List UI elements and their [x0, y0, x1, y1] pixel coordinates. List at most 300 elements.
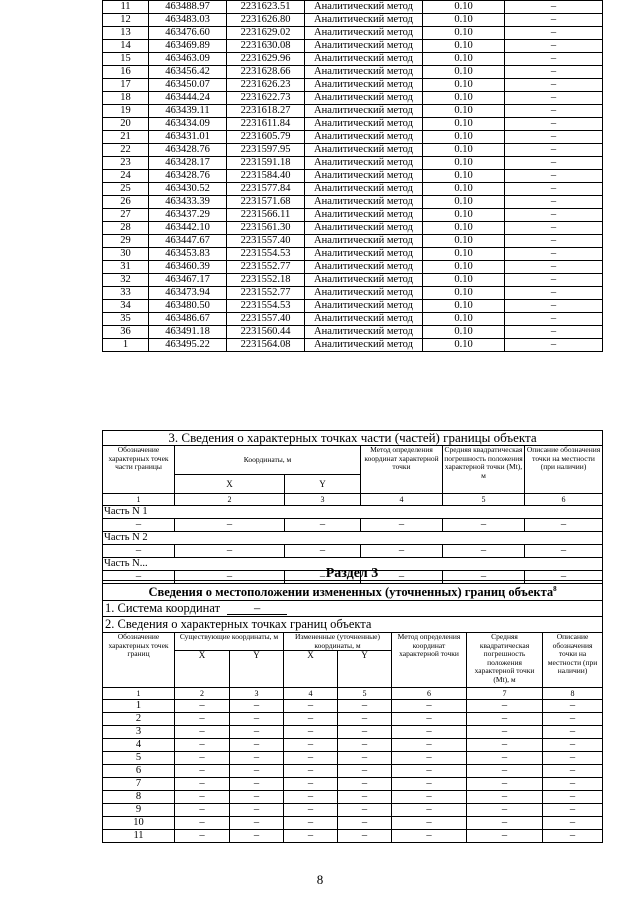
table-cell: – [361, 545, 443, 558]
table-cell: 2231611.84 [227, 118, 305, 131]
table-cell: – [543, 700, 603, 713]
table-row [103, 1, 603, 14]
table-cell: – [505, 118, 603, 131]
table-cell: 2231566.11 [227, 209, 305, 222]
table-cell: 463491.18 [149, 326, 227, 339]
table-row [103, 40, 603, 53]
table-row [103, 92, 603, 105]
table-cell: 2231552.77 [227, 287, 305, 300]
table-cell: – [505, 326, 603, 339]
table-row [103, 778, 603, 791]
table-cell: 23 [103, 157, 149, 170]
table-cell: 463460.39 [149, 261, 227, 274]
part-header-method: Метод определения координат характерной точки [361, 446, 443, 494]
table-row [103, 817, 603, 830]
table-cell: 0.10 [423, 1, 505, 14]
table-cell: – [543, 765, 603, 778]
table-row [103, 752, 603, 765]
table-cell: 0.10 [423, 79, 505, 92]
table-cell: 2231554.53 [227, 300, 305, 313]
table-cell: – [505, 300, 603, 313]
table-cell: – [338, 791, 392, 804]
table-cell: – [175, 571, 285, 584]
table-cell: 463434.09 [149, 118, 227, 131]
table-cell: 2231561.30 [227, 222, 305, 235]
table-row [103, 313, 603, 326]
table-cell: – [338, 739, 392, 752]
table-cell: – [505, 209, 603, 222]
part-header-x: X [175, 475, 285, 494]
table-cell: Аналитический метод [305, 144, 423, 157]
table-cell: – [467, 713, 543, 726]
table-cell: 11 [103, 830, 175, 843]
table-cell: Аналитический метод [305, 40, 423, 53]
table-cell: – [338, 726, 392, 739]
table-cell: 2231628.66 [227, 66, 305, 79]
table-cell: 463495.22 [149, 339, 227, 352]
table-cell: – [284, 817, 338, 830]
table-cell: 463486.67 [149, 313, 227, 326]
table-cell: 19 [103, 105, 149, 118]
table-cell: 2231591.18 [227, 157, 305, 170]
table-cell: Аналитический метод [305, 287, 423, 300]
table-cell: Аналитический метод [305, 300, 423, 313]
table-cell: 29 [103, 235, 149, 248]
table-cell: Аналитический метод [305, 66, 423, 79]
table-cell: – [103, 545, 175, 558]
section-3-table [102, 580, 603, 843]
table-cell: 0.10 [423, 287, 505, 300]
table-cell: – [543, 713, 603, 726]
table-cell: Аналитический метод [305, 313, 423, 326]
table-cell: 2231571.68 [227, 196, 305, 209]
s3-header-designation: Обозначение характерных точек границ [103, 633, 175, 688]
part-col-number: 5 [443, 494, 525, 506]
table-cell: – [338, 830, 392, 843]
table-cell: – [505, 27, 603, 40]
table-cell: 28 [103, 222, 149, 235]
table-cell: – [103, 571, 175, 584]
table-cell: – [338, 765, 392, 778]
table-cell: – [338, 713, 392, 726]
table-cell: 463442.10 [149, 222, 227, 235]
part-col-number: 4 [361, 494, 443, 506]
table-cell: 2231597.95 [227, 144, 305, 157]
coord-system-value: – [227, 603, 287, 615]
table-cell: 463488.97 [149, 1, 227, 14]
table-cell: 0.10 [423, 274, 505, 287]
table-cell: – [230, 726, 284, 739]
table-cell: 17 [103, 79, 149, 92]
table-cell: 0.10 [423, 261, 505, 274]
table-cell: – [467, 700, 543, 713]
section-3-title [103, 581, 603, 601]
table-cell: Аналитический метод [305, 118, 423, 131]
table-cell: – [543, 752, 603, 765]
table-cell: 2231554.53 [227, 248, 305, 261]
table-cell: – [543, 739, 603, 752]
table-cell: 0.10 [423, 222, 505, 235]
table-row [103, 261, 603, 274]
table-cell: – [505, 339, 603, 352]
table-cell: – [338, 778, 392, 791]
table-row [103, 53, 603, 66]
part-label: Часть N 1 [103, 506, 603, 519]
table-cell: Аналитический метод [305, 157, 423, 170]
table-cell: – [467, 791, 543, 804]
table-cell: – [284, 713, 338, 726]
table-cell: – [505, 79, 603, 92]
s3-header-existing: Существующие координаты, м [175, 633, 284, 651]
table-cell: 463428.76 [149, 170, 227, 183]
table-cell: 0.10 [423, 313, 505, 326]
table-cell: 4 [103, 739, 175, 752]
table-cell: 2231626.80 [227, 14, 305, 27]
table-cell: – [284, 700, 338, 713]
table-cell: 21 [103, 131, 149, 144]
section-3-heading: Раздел 3 [325, 566, 379, 581]
table-cell: Аналитический метод [305, 170, 423, 183]
table-cell: 9 [103, 804, 175, 817]
table-row [103, 300, 603, 313]
table-row [103, 222, 603, 235]
table-cell: 463433.39 [149, 196, 227, 209]
table-cell: – [284, 726, 338, 739]
table-row [103, 157, 603, 170]
table-cell: – [175, 817, 230, 830]
table-cell: – [284, 752, 338, 765]
s3-header-existing-x: X [175, 651, 230, 688]
part-value-row [103, 545, 603, 558]
table-cell: 463428.17 [149, 157, 227, 170]
table-cell: 0.10 [423, 131, 505, 144]
table-cell: – [285, 571, 361, 584]
coordinates-table-body [103, 1, 603, 352]
table-cell: – [284, 739, 338, 752]
table-cell: 463431.01 [149, 131, 227, 144]
table-cell: – [392, 700, 467, 713]
table-cell: 26 [103, 196, 149, 209]
table-cell: – [230, 791, 284, 804]
table-cell: 2231623.51 [227, 1, 305, 14]
table-cell: Аналитический метод [305, 209, 423, 222]
table-cell: 0.10 [423, 235, 505, 248]
table-cell: Аналитический метод [305, 53, 423, 66]
part-col-number: 6 [525, 494, 603, 506]
table-cell: 2231626.23 [227, 79, 305, 92]
table-cell: – [443, 571, 525, 584]
table-cell: – [392, 713, 467, 726]
table-cell: Аналитический метод [305, 131, 423, 144]
table-cell: 0.10 [423, 157, 505, 170]
table-cell: 0.10 [423, 27, 505, 40]
table-cell: – [284, 765, 338, 778]
table-cell: – [284, 778, 338, 791]
table-cell: 2231577.84 [227, 183, 305, 196]
section-3-title-text: Сведения о местоположении измененных (уточненных) границ объекта [148, 585, 554, 600]
table-cell: 463456.42 [149, 66, 227, 79]
part-label: Часть N 2 [103, 532, 603, 545]
table-cell: 5 [103, 752, 175, 765]
part-boundary-table [102, 430, 603, 584]
table-cell: 0.10 [423, 209, 505, 222]
s3-col-number: 4 [284, 688, 338, 700]
table-cell: 0.10 [423, 53, 505, 66]
table-cell: Аналитический метод [305, 1, 423, 14]
part-label-row [103, 506, 603, 519]
table-row [103, 66, 603, 79]
table-row [103, 170, 603, 183]
table-cell: 0.10 [423, 144, 505, 157]
table-cell: 463437.29 [149, 209, 227, 222]
table-cell: – [392, 804, 467, 817]
table-cell: – [284, 804, 338, 817]
table-row [103, 118, 603, 131]
footnote-marker: 8 [553, 585, 557, 593]
table-row [103, 713, 603, 726]
table-cell: 0.10 [423, 300, 505, 313]
part-col-number: 2 [175, 494, 285, 506]
table-cell: 0.10 [423, 118, 505, 131]
table-cell: 22 [103, 144, 149, 157]
table-cell: – [467, 726, 543, 739]
table-cell: – [467, 830, 543, 843]
table-row [103, 274, 603, 287]
table-cell: 12 [103, 14, 149, 27]
table-cell: – [230, 778, 284, 791]
table-cell: – [175, 765, 230, 778]
table-row [103, 791, 603, 804]
coord-system-row [103, 601, 603, 617]
table-row [103, 144, 603, 157]
table-cell: 1 [103, 339, 149, 352]
table-cell: – [175, 752, 230, 765]
table-cell: Аналитический метод [305, 183, 423, 196]
table-row [103, 804, 603, 817]
table-cell: – [505, 14, 603, 27]
table-cell: – [284, 791, 338, 804]
table-cell: – [392, 778, 467, 791]
part-header-designation: Обозначение характерных точек части границы [103, 446, 175, 494]
table-cell: 0.10 [423, 170, 505, 183]
table-cell: Аналитический метод [305, 339, 423, 352]
table-cell: – [338, 804, 392, 817]
table-cell: – [467, 817, 543, 830]
table-cell: 463447.67 [149, 235, 227, 248]
table-row [103, 739, 603, 752]
table-cell: 463428.76 [149, 144, 227, 157]
coordinates-table [102, 0, 603, 352]
table-cell: 463444.24 [149, 92, 227, 105]
part-col-number: 1 [103, 494, 175, 506]
table-cell: 463463.09 [149, 53, 227, 66]
table-cell: Аналитический метод [305, 235, 423, 248]
table-cell: – [505, 196, 603, 209]
table-cell: 8 [103, 791, 175, 804]
table-cell: 2231552.77 [227, 261, 305, 274]
table-cell: Аналитический метод [305, 274, 423, 287]
s3-col-number: 2 [175, 688, 230, 700]
table-cell: 463453.83 [149, 248, 227, 261]
table-row [103, 700, 603, 713]
s3-col-number: 6 [392, 688, 467, 700]
table-cell: – [230, 817, 284, 830]
table-cell: – [505, 157, 603, 170]
table-cell: – [338, 752, 392, 765]
part-header-y: Y [285, 475, 361, 494]
table-cell: 6 [103, 765, 175, 778]
table-cell: 2231584.40 [227, 170, 305, 183]
table-cell: 3 [103, 726, 175, 739]
table-cell: 7 [103, 778, 175, 791]
s3-col-number: 8 [543, 688, 603, 700]
table-cell: – [505, 313, 603, 326]
table-cell: 463439.11 [149, 105, 227, 118]
table-cell: 0.10 [423, 40, 505, 53]
table-cell: – [338, 817, 392, 830]
table-cell: – [525, 571, 603, 584]
table-cell: – [505, 248, 603, 261]
s3-header-changed-y: Y [338, 651, 392, 688]
table-cell: 0.10 [423, 339, 505, 352]
part-value-row [103, 519, 603, 532]
table-cell: 463430.52 [149, 183, 227, 196]
table-cell: – [175, 739, 230, 752]
table-cell: – [230, 713, 284, 726]
table-cell: – [525, 545, 603, 558]
s3-col-number: 1 [103, 688, 175, 700]
table-cell: – [467, 765, 543, 778]
table-row [103, 27, 603, 40]
table-cell: – [285, 545, 361, 558]
s3-col-number: 7 [467, 688, 543, 700]
table-cell: – [467, 778, 543, 791]
table-cell: – [505, 170, 603, 183]
table-row [103, 339, 603, 352]
table-cell: – [392, 726, 467, 739]
table-cell: – [525, 519, 603, 532]
table-cell: 463483.03 [149, 14, 227, 27]
table-cell: 2231618.27 [227, 105, 305, 118]
table-cell: – [467, 739, 543, 752]
table-cell: 11 [103, 1, 149, 14]
s3-col-number: 5 [338, 688, 392, 700]
table-cell: 2231552.18 [227, 274, 305, 287]
table-row [103, 105, 603, 118]
table-cell: 33 [103, 287, 149, 300]
part-col-number: 3 [285, 494, 361, 506]
table-cell: – [392, 752, 467, 765]
table-row [103, 79, 603, 92]
table-row [103, 830, 603, 843]
table-cell: – [230, 830, 284, 843]
table-row [103, 726, 603, 739]
table-cell: 18 [103, 92, 149, 105]
table-cell: Аналитический метод [305, 326, 423, 339]
table-cell: – [505, 287, 603, 300]
table-row [103, 196, 603, 209]
table-row [103, 326, 603, 339]
table-cell: 2231630.08 [227, 40, 305, 53]
table-cell: – [285, 519, 361, 532]
table-cell: – [175, 804, 230, 817]
table-cell: – [543, 830, 603, 843]
table-cell: 0.10 [423, 105, 505, 118]
table-cell: Аналитический метод [305, 79, 423, 92]
part-label-row [103, 532, 603, 545]
table-row [103, 183, 603, 196]
table-cell: 463480.50 [149, 300, 227, 313]
table-cell: Аналитический метод [305, 27, 423, 40]
table-cell: 25 [103, 183, 149, 196]
page-number: 8 [316, 872, 324, 887]
s3-header-error: Средняя квадратическая погрешность положения характерной точки (Mt), м [467, 633, 543, 688]
table-cell: – [338, 700, 392, 713]
table-cell: 31 [103, 261, 149, 274]
table-cell: – [543, 791, 603, 804]
table-cell: – [392, 765, 467, 778]
table-cell: – [443, 519, 525, 532]
s3-header-existing-y: Y [230, 651, 284, 688]
table-cell: – [505, 183, 603, 196]
table-cell: 20 [103, 118, 149, 131]
part-header-error: Средняя квадратическая погрешность положения характерной точки (Mt), м [443, 446, 525, 494]
table-cell: 2231629.96 [227, 53, 305, 66]
table-cell: 16 [103, 66, 149, 79]
table-cell: – [467, 804, 543, 817]
table-cell: 36 [103, 326, 149, 339]
table-cell: – [175, 545, 285, 558]
table-cell: 2231605.79 [227, 131, 305, 144]
table-cell: – [505, 144, 603, 157]
table-cell: 2231622.73 [227, 92, 305, 105]
table-cell: – [230, 739, 284, 752]
table-cell: 15 [103, 53, 149, 66]
table-cell: – [392, 791, 467, 804]
table-cell: – [543, 726, 603, 739]
table-cell: – [361, 519, 443, 532]
table-cell: Аналитический метод [305, 261, 423, 274]
table-cell: – [505, 1, 603, 14]
table-cell: Аналитический метод [305, 248, 423, 261]
table-cell: – [175, 519, 285, 532]
table-cell: 30 [103, 248, 149, 261]
table-cell: – [175, 726, 230, 739]
table-cell: – [230, 765, 284, 778]
table-cell: Аналитический метод [305, 222, 423, 235]
table-cell: 463476.60 [149, 27, 227, 40]
table-row [103, 14, 603, 27]
table-cell: – [175, 700, 230, 713]
table-cell: – [230, 700, 284, 713]
table-cell: 0.10 [423, 196, 505, 209]
points-label: 2. Сведения о характерных точках границ объекта [103, 617, 603, 633]
table-cell: – [543, 804, 603, 817]
table-cell: Аналитический метод [305, 105, 423, 118]
table-cell: 35 [103, 313, 149, 326]
table-cell: – [392, 830, 467, 843]
table-cell: – [505, 105, 603, 118]
coord-system-label: 1. Система координат [105, 601, 221, 616]
table-cell: 2231560.44 [227, 326, 305, 339]
table-cell: 2 [103, 713, 175, 726]
s3-header-changed-x: X [284, 651, 338, 688]
s3-point-rows [103, 700, 603, 843]
table-cell: 13 [103, 27, 149, 40]
table-cell: 2231564.08 [227, 339, 305, 352]
part-label: Часть N... [103, 558, 603, 571]
table-cell: – [505, 222, 603, 235]
